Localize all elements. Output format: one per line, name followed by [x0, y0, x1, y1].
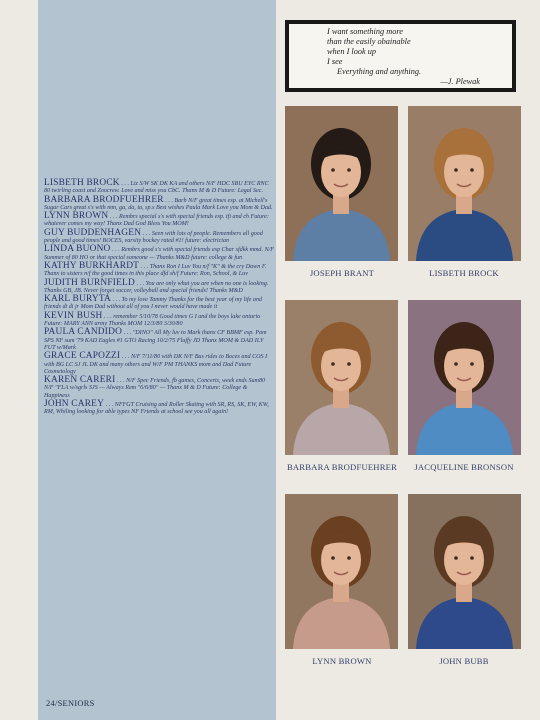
eye: [347, 168, 351, 172]
senior-name: JOHN CAREY: [44, 399, 105, 410]
senior-remarks: NFFGT Cruising and Roller Skating with SR, RS, SK, EW, KW, RM, Whiling looking for able types NF Friends at school see you all again!: [44, 402, 269, 416]
senior-name: GUY BUDDENHAGEN: [44, 227, 142, 238]
photo-caption: LISBETH BROCK: [429, 268, 499, 278]
portrait-photo: [408, 494, 521, 649]
quote-box: [285, 20, 516, 92]
portrait-photo: [285, 300, 398, 455]
senior-name: LINDA BUONO: [44, 244, 111, 255]
senior-entries-list: [44, 180, 274, 418]
quote-line: I see: [327, 57, 343, 66]
senior-remarks: N/F Spec Friends, fb games, Concerts, week ends Sum80 N/F "FLA w/sgrls SJS — Always Rem "6/6/80" — Thanx M & D Future: College & Happiness: [44, 378, 266, 399]
portrait-photo: [285, 494, 398, 649]
senior-name: KAREN CARERI: [44, 375, 116, 386]
portrait-image: [285, 494, 398, 649]
eye: [331, 556, 335, 560]
photo-caption: JOHN BUBB: [439, 656, 489, 666]
eye: [331, 168, 335, 172]
entry-separator: . . .: [111, 297, 122, 304]
eye: [470, 556, 474, 560]
quote-line: I want something more: [327, 27, 403, 36]
senior-remarks: To my love Tammy Thanks for the best year of my life and friends dt di jr Mom Dad without all of you I never would have made it: [44, 297, 263, 311]
quote-author: —J. Plewak: [440, 77, 480, 86]
portrait-image: [408, 106, 521, 261]
photo-caption: JACQUELINE BRONSON: [414, 462, 514, 472]
eye: [470, 362, 474, 366]
senior-name: BARBARA BRODFUEHRER: [44, 194, 164, 205]
senior-entry: [44, 227, 274, 246]
portrait-photo: [408, 300, 521, 455]
senior-entry: [44, 353, 274, 376]
entry-separator: . . .: [139, 263, 150, 270]
portrait-photo: [408, 106, 521, 261]
quote-line: when I look up: [327, 47, 377, 56]
senior-name: KARL BURYTA: [44, 294, 111, 305]
entry-separator: . . .: [102, 313, 114, 320]
eye: [454, 168, 458, 172]
entry-separator: . . .: [134, 280, 146, 287]
entry-separator: . . .: [119, 181, 131, 187]
eye: [470, 168, 474, 172]
senior-remarks: Liz S/W SK DK KA and others N/F HDC SBU EYC RNC 80 twirling coast and Zoocrew. Love and miss you CbC. Thanx M & D Future: Legal Sec.: [44, 181, 269, 195]
portrait-photo: [285, 106, 398, 261]
portrait-image: [285, 106, 398, 261]
senior-name: PAULA CANDIDO: [44, 327, 123, 338]
eye: [454, 362, 458, 366]
senior-name: KEVIN BUSH: [44, 310, 103, 321]
entry-separator: . . .: [110, 247, 122, 254]
senior-entry: [44, 277, 274, 296]
senior-entry: [44, 296, 274, 312]
quote-line: Everything and anything.: [337, 67, 422, 76]
quote-line: than the easily obainable: [327, 37, 411, 46]
senior-remarks: Rembrs good s's with special friends esp Char sfdkk mmd. N/F Summer of 80 HO or that special someone — Thanks M&D future: college & fun: [44, 247, 274, 261]
senior-entry: [44, 260, 274, 279]
entry-separator: . . .: [141, 230, 152, 237]
page-folio: 24/SENIORS: [46, 699, 95, 708]
eye: [454, 556, 458, 560]
photo-caption: JOSEPH BRANT: [309, 268, 375, 278]
senior-entry: [44, 329, 274, 352]
senior-name: GRACE CAPOZZI: [44, 351, 121, 362]
senior-remarks: You are only what you are when no one is looking. Thanks GB, JB. Never forget soccer, volleyball and special friends! Thanks M&D: [44, 280, 269, 294]
eye: [347, 556, 351, 560]
senior-remarks: Rembrs special s's with special friends esp. tfi and ch Future: whatever comes my way! Thanx Dad God Bless You MOM!: [44, 214, 269, 228]
senior-entry: [44, 213, 274, 229]
portrait-image: [408, 300, 521, 455]
senior-remarks: Thanx Ron I Luv You n/f "K" & the cry Dawn F. Thanx to sisters n/f the good times in this place dfd sh/f Future: Ron, School, & Luv: [44, 263, 267, 278]
entry-separator: . . .: [108, 214, 120, 221]
senior-remarks: Seen with lots of people. Remembers all good people and good times! BOCES, varsity hockey rated #1! future: electrician: [44, 230, 263, 245]
photo-caption: LYNN BROWN: [312, 656, 372, 666]
senior-name: LYNN BROWN: [44, 211, 109, 222]
entry-separator: . . .: [115, 378, 127, 385]
senior-entry: [44, 194, 274, 213]
senior-entry: [44, 246, 274, 262]
eye: [331, 362, 335, 366]
entry-separator: . . .: [104, 402, 115, 409]
entry-separator: . . .: [120, 354, 131, 361]
entry-separator: . . .: [122, 330, 133, 337]
senior-remarks: remember 5/10/78 Good times G I and the boys lake ontario Future: MARY ANN army Thanks MOM 12/3/80 3/30/80: [44, 313, 261, 328]
senior-entry: [44, 401, 274, 417]
senior-name: JUDITH BURNFIELD: [44, 277, 135, 288]
senior-entry: [44, 310, 274, 329]
senior-entry: [44, 377, 274, 400]
portrait-image: [285, 300, 398, 455]
senior-remarks: "DINO" All My luv to Mark thanx CF BBMF esp. Pam SPS NF sum '79 KAD Eagles #1 GTO Racing 10/2/75 Fluffy JD Thanx MOM & DAD ILY FUT w/Mark: [44, 330, 267, 351]
photo-caption: BARBARA BRODFUEHRER: [286, 462, 398, 472]
senior-remarks: Barb N/F great times esp. at Michell's Sugar Cars great s's with mm, ga, da, ta, sp.s Best wishes Paula Mark Love you Mom & Dad.: [44, 197, 273, 211]
senior-entry: [44, 180, 274, 196]
senior-remarks: N/F 7/11/80 with DK N/F Bus rides to Boces and COS I with BG LC SJ JL DK and many others and W/F PM THANKS mom and Dad Future Cosmetology: [44, 354, 268, 375]
senior-name: LISBETH BROCK: [44, 178, 120, 188]
senior-name: KATHY BURKHARDT: [44, 260, 140, 271]
portrait-image: [408, 494, 521, 649]
eye: [347, 362, 351, 366]
entry-separator: . . .: [163, 197, 175, 204]
